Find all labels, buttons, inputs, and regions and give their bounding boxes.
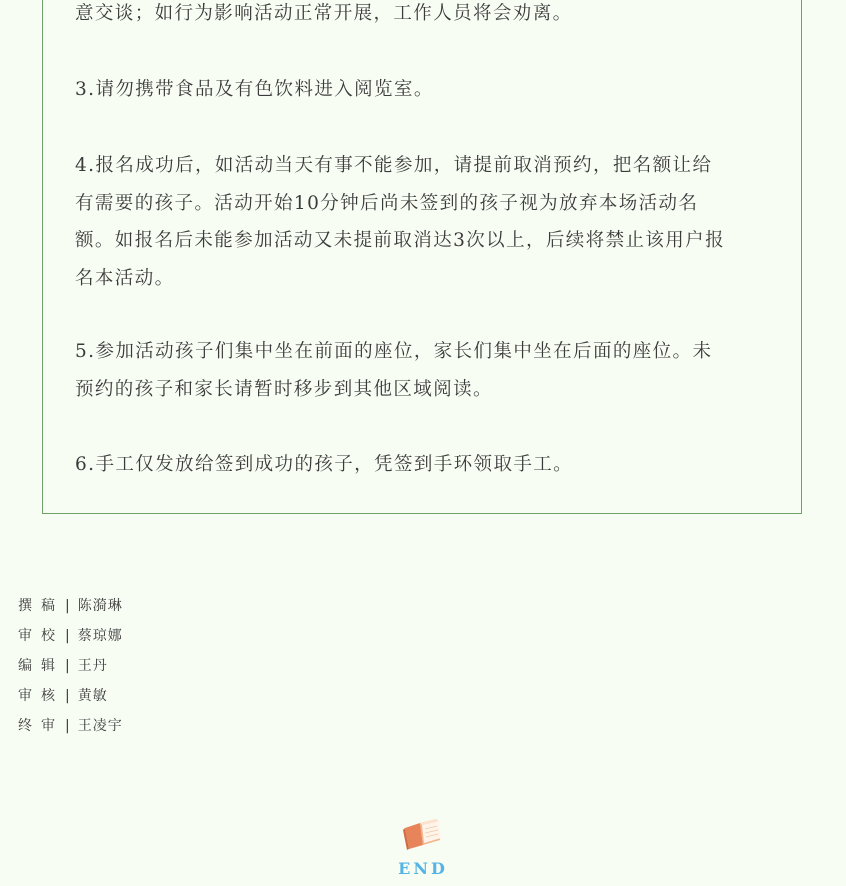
credit-row-reviewer (18, 683, 123, 713)
credit-role: 审核 (18, 688, 64, 704)
end-label: END (398, 859, 448, 878)
credit-name: 陈漪琳 (77, 598, 123, 614)
notice-paragraph-4: 4.报名成功后，如活动当天有事不能参加，请提前取消预约，把名额让给 有需要的孩子。活动开始10分钟后尚未签到的孩子视为放弃本场活动名 额。如报名后未能参加活动又未提前取消达3次以上，后续将禁止该用户报 名本活动。 (75, 155, 725, 289)
credit-role: 编辑 (18, 658, 64, 674)
notice-paragraph-3: 3.请勿携带食品及有色饮料进入阅览室。 (75, 79, 434, 100)
credit-separator: | (65, 718, 70, 734)
credit-row-writer (18, 593, 123, 623)
credit-separator: | (65, 688, 70, 704)
notice-box (42, 0, 802, 514)
credit-name: 黄敏 (77, 688, 108, 704)
credit-row-editor (18, 653, 123, 683)
credit-role: 审校 (18, 628, 64, 644)
book-icon (403, 815, 443, 851)
credit-name: 王丹 (77, 658, 108, 674)
credit-role: 撰稿 (18, 598, 64, 614)
credit-row-final-reviewer (18, 713, 123, 743)
credit-name: 蔡琼娜 (77, 628, 123, 644)
credit-role: 终审 (18, 718, 64, 734)
credit-row-proofreader (18, 623, 123, 653)
end-marker (0, 815, 846, 878)
credit-separator: | (65, 598, 70, 614)
credit-name: 王凌宇 (77, 718, 123, 734)
credit-separator: | (65, 628, 70, 644)
notice-paragraph-5: 5.参加活动孩子们集中坐在前面的座位，家长们集中坐在后面的座位。未 预约的孩子和家长请暂时移步到其他区域阅读。 (75, 341, 713, 400)
notice-paragraph-1: 意交谈；如行为影响活动正常开展，工作人员将会劝离。 (75, 3, 573, 24)
credits-list (18, 593, 123, 743)
credit-separator: | (65, 658, 70, 674)
notice-paragraph-6: 6.手工仅发放给签到成功的孩子，凭签到手环领取手工。 (75, 454, 574, 475)
